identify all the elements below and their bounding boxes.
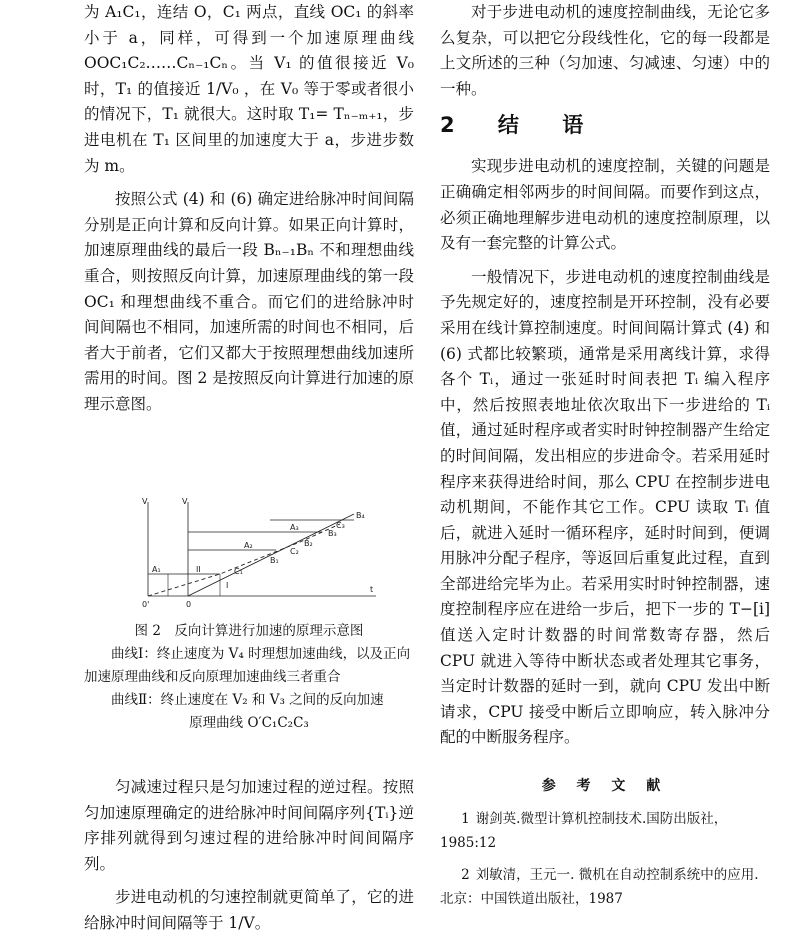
label-b2: B₂	[304, 539, 313, 548]
left-column	[84, 0, 414, 418]
reference-1-number: 1	[461, 811, 470, 828]
section-heading: 2 结 语	[440, 113, 602, 138]
label-v-right: V	[182, 497, 188, 506]
figure-caption-line2: 曲线Ⅱ：终止速度在 V₂ 和 V₃ 之间的反向加速	[111, 692, 384, 708]
label-v-left: V	[142, 497, 148, 506]
label-curve-i: I	[226, 581, 229, 590]
reference-2-number: 2	[461, 867, 470, 884]
figure-2-diagram	[140, 492, 380, 612]
reference-2	[440, 863, 770, 911]
curve-i-ideal	[188, 514, 354, 596]
label-c1: C₁	[234, 567, 243, 576]
figure-caption-title: 图 2 反向计算进行加速的原理示意图	[134, 623, 364, 639]
right-paragraph-conclusion1: 实现步进电动机的速度控制，关键的问题是正确确定相邻两步的时间间隔。而要作到这点，必须正确地理解步进电动机的速度控制原理，以及有一套完整的计算公式。	[440, 157, 770, 253]
left-paragraph-uniform: 步进电动机的匀速控制就更简单了，它的进给脉冲时间间隔等于 1/V。	[84, 888, 414, 932]
right-column	[440, 0, 770, 919]
label-b3: B₃	[328, 529, 337, 538]
figure-2	[140, 492, 380, 612]
label-a1: A₁	[152, 565, 161, 574]
label-origin-left: 0'	[142, 600, 150, 609]
left-paragraph-decel: 匀减速过程只是匀加速过程的逆过程。按照匀加速原理确定的进给脉冲时间间隔序列{Tᵢ}逆序排列就得到匀速过程的进给脉冲时间间隔序列。	[84, 778, 414, 873]
right-paragraph-top: 对于步进电动机的速度控制曲线，无论它多么复杂，可以把它分段线性化，它的每一段都是上文所述的三种（匀加速、匀减速、匀速）中的一种。	[440, 3, 770, 98]
right-paragraph-conclusion2: 一般情况下，步进电动机的速度控制曲线是予先规定好的，速度控制是开环控制，没有必要采用在线计算控制速度。时间间隔计算式 (4) 和 (6) 式都比较繁琐，通常是采用离线计算，求得各个 Tᵢ，通过一张延时时间表把 Tᵢ 编入程序中，然后按照表地址依次取出下一步进给的 Tᵢ 值，通过延时程序或者实时时钟控制器产生给定的时间间隔，发出相应的步进命令。若采用延时程序来获得进给时间，那么 CPU 在控制步进电动机期间，不能作其它工作。CPU 读取 Tᵢ 值后，就进入延时一循环程序，延时时间到，便调用脉冲分配子程序，等返回后重复此过程，直到全部进给完毕为止。若采用实时时钟控制器，速度控制程序应在进给一步后，把下一步的 T−[i] 值送入定时计数器的时间常数寄存器，然后 CPU 就进入等待中断状态或者处理其它事务，当定时计数器的延时一到，就向 CPU 发出中断请求，CPU 接受中断后立即响应，转入脉冲分配的中断服务程序。	[440, 267, 770, 747]
label-b1: B₁	[270, 556, 279, 565]
figure-caption-line1: 曲线Ⅰ：终止速度为 V₄ 时理想加速曲线，以及正向加速原理曲线和反向原理加速曲线三者重合	[84, 646, 411, 685]
reference-2-text: 刘敏清，王元一. 微机在自动控制系统中的应用. 北京：中国铁道出版社，1987	[440, 867, 759, 908]
left-column-lower	[84, 620, 414, 937]
label-t: t	[370, 585, 374, 594]
figure-caption-line3: 原理曲线 O′C₁C₂C₃	[189, 715, 309, 731]
label-a3: A₃	[290, 523, 299, 532]
reference-1-text: 谢剑英.微型计算机控制技术.国防出版社，1985:12	[440, 811, 728, 852]
left-paragraph-formula: 按照公式 (4) 和 (6) 确定进给脉冲时间间隔分别是正向计算和反向计算。如果正向计算时，加速原理曲线的最后一段 Bₙ₋₁Bₙ 不和理想曲线重合，则按照反向计算，加速原理曲线的第一段 OC₁ 和理想曲线不重合。而它们的进给脉冲时间间隔也不相同，加速所需的时间也不相同，后者大于前者，它们又都大于按照理想曲线加速所需用的时间。图 2 是按照反向计算进行加速的原理示意图。	[84, 190, 414, 413]
label-origin-right: 0	[186, 600, 192, 609]
references-title: 参 考 文 献	[541, 778, 669, 795]
left-paragraph-top: 为 A₁C₁，连结 O，C₁ 两点，直线 OC₁ 的斜率小于 a，同样，可得到一个加速原理曲线 OOC₁C₂……Cₙ₋₁Cₙ。当 V₁ 的值很接近 V₀ 时，T₁ 的值接近 1/V₀ ，在 V₀ 等于零或者很小的情况下，T₁ 就很大。这时取 T₁= Tₙ₋ₘ₊₁，步进电机在 T₁ 区间里的加速度大于 a，步进步数为 m。	[84, 3, 414, 175]
label-a2: A₂	[244, 541, 253, 550]
reference-1	[440, 807, 770, 855]
label-c2: C₂	[290, 547, 299, 556]
label-c3: C₃	[336, 521, 345, 530]
label-b4: B₄	[356, 511, 365, 520]
label-curve-ii: II	[196, 565, 201, 574]
